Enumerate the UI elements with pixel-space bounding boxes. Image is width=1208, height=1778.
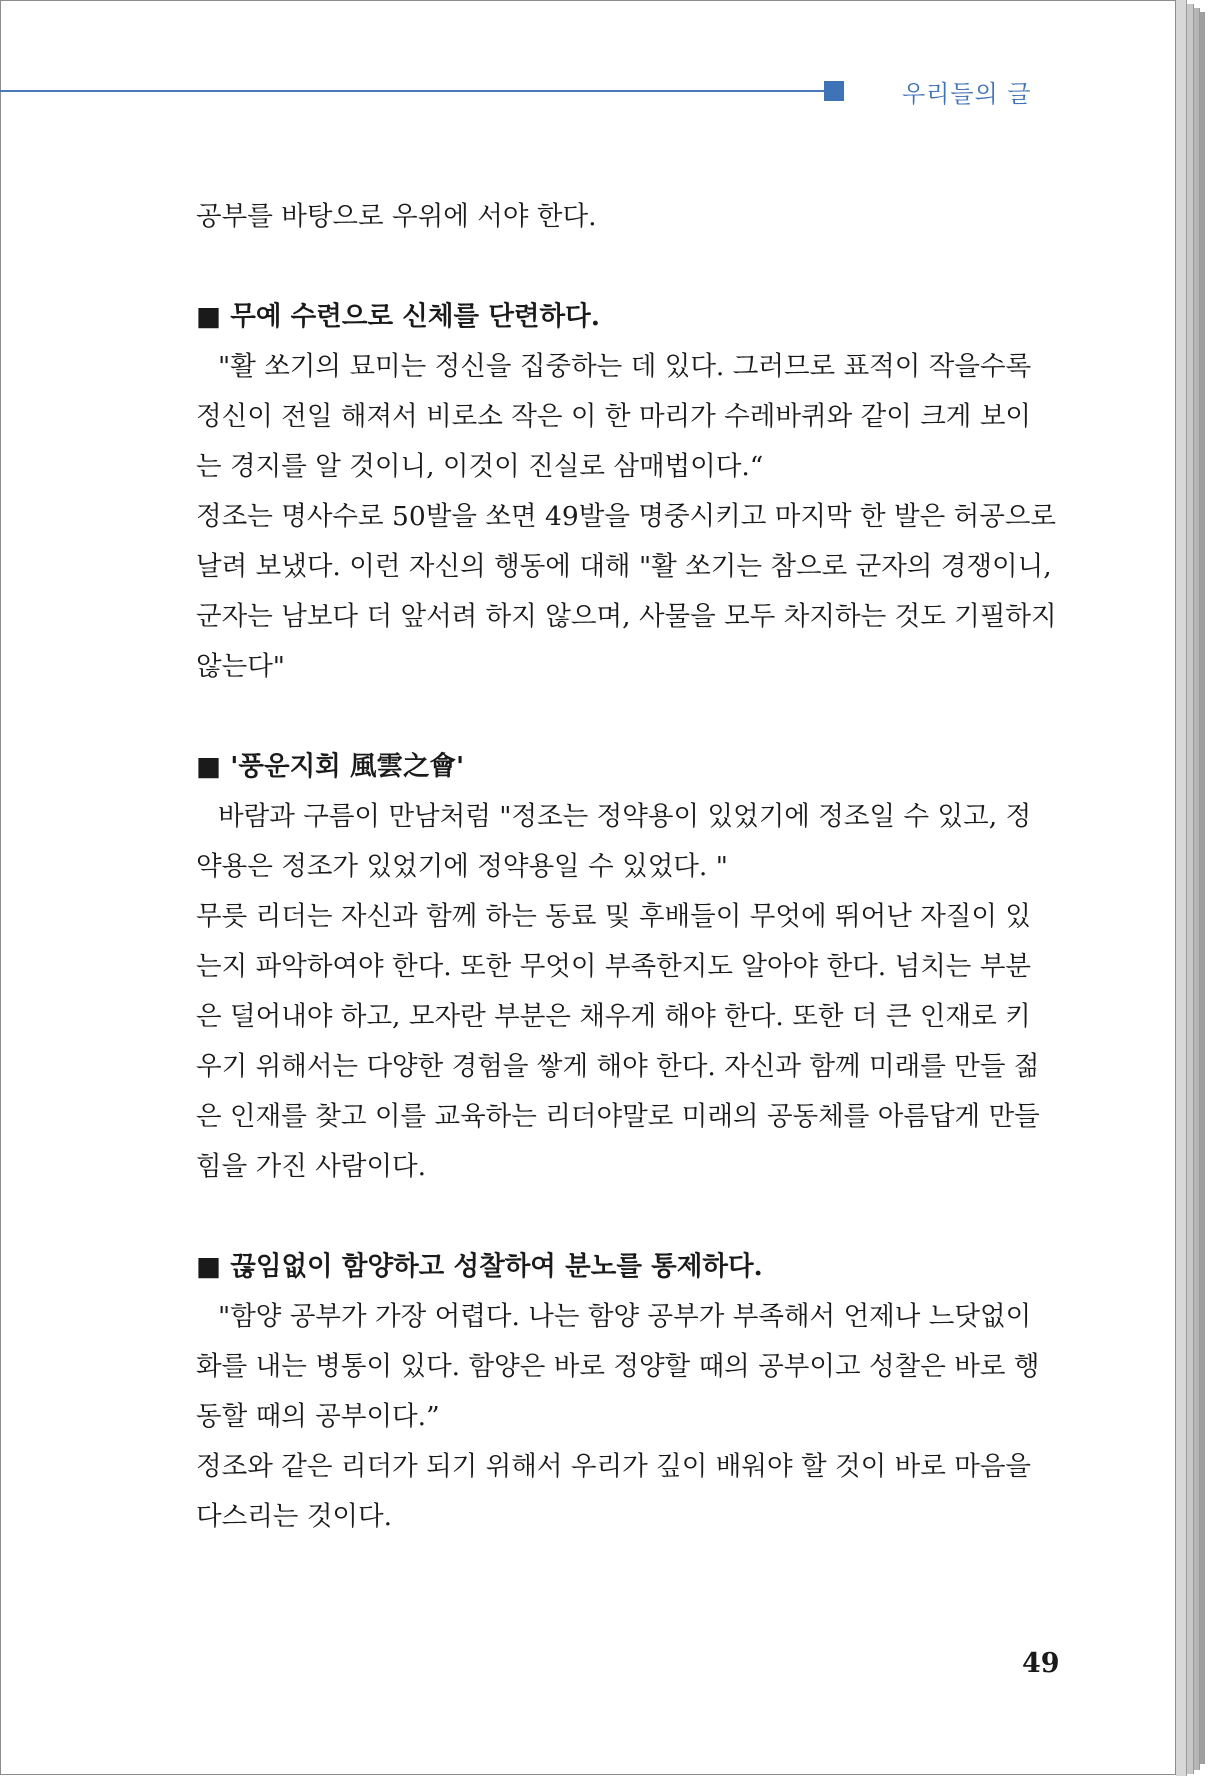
text-line: 화를 내는 병통이 있다. 함양은 바로 정양할 때의 공부이고 성찰은 바로 행 [196,1351,1040,1382]
page-edge [1176,0,1187,1776]
header-rule [0,90,826,92]
text-line: 무릇 리더는 자신과 함께 하는 동료 및 후배들이 무엇에 뛰어난 자질이 있 [196,901,1032,932]
text-line: 정조는 명사수로 50발을 쏘면 49발을 명중시키고 마지막 한 발은 허공으로 [196,501,1057,532]
section-heading: ■ 끊임없이 함양하고 성찰하여 분노를 통제하다. [196,1251,763,1282]
text-line: 힘을 가진 사람이다. [196,1151,427,1182]
text-line: 다스리는 것이다. [196,1501,393,1532]
intro-paragraph: 공부를 바탕으로 우위에 서야 한다. [196,201,597,232]
page-body [196,192,1056,1542]
text-line: "활 쏘기의 묘미는 정신을 집중하는 데 있다. 그러므로 표적이 작을수록 [218,351,1032,382]
text-line: 는 경지를 알 것이니, 이것이 진실로 삼매법이다.“ [196,451,764,482]
page-number: 49 [1022,1648,1060,1679]
running-header-title: 우리들의 글 [902,80,1032,108]
page-edge [1200,12,1205,1764]
text-line: 군자는 남보다 더 앞서려 하지 않으며, 사물을 모두 차지하는 것도 기필하지 [196,601,1057,632]
text-line: "함양 공부가 가장 어렵다. 나는 함양 공부가 부족해서 언제나 느닷없이 [218,1301,1032,1332]
text-line: 은 덜어내야 하고, 모자란 부분은 채우게 해야 한다. 또한 더 큰 인재로 키 [196,1001,1031,1032]
text-line: 바람과 구름이 만남처럼 "정조는 정약용이 있었기에 정조일 수 있고, 정 [218,801,1032,832]
page-edge [1187,4,1194,1774]
header-square-icon [824,81,844,101]
text-line: 정신이 전일 해져서 비로소 작은 이 한 마리가 수레바퀴와 같이 크게 보이 [196,401,1032,432]
text-line: 정조와 같은 리더가 되기 위해서 우리가 깊이 배워야 할 것이 바로 마음을 [196,1451,1032,1482]
text-line: 날려 보냈다. 이런 자신의 행동에 대해 "활 쏘기는 참으로 군자의 경쟁이니, [196,551,1052,582]
section-heading: ■ 무예 수련으로 신체를 단련하다. [196,301,600,332]
text-line: 는지 파악하여야 한다. 또한 무엇이 부족한지도 알아야 한다. 넘치는 부분 [196,951,1032,982]
text-line: 은 인재를 찾고 이를 교육하는 리더야말로 미래의 공동체를 아름답게 만들 [196,1101,1040,1132]
text-line: 동할 때의 공부이다.” [196,1401,440,1432]
text-line: 우기 위해서는 다양한 경험을 쌓게 해야 한다. 자신과 함께 미래를 만들 젊 [196,1051,1040,1082]
text-line: 않는다" [196,651,285,682]
text-line: 약용은 정조가 있었기에 정약용일 수 있었다. " [196,851,728,882]
section-heading: ■ '풍운지회 風雲之會' [196,751,465,782]
